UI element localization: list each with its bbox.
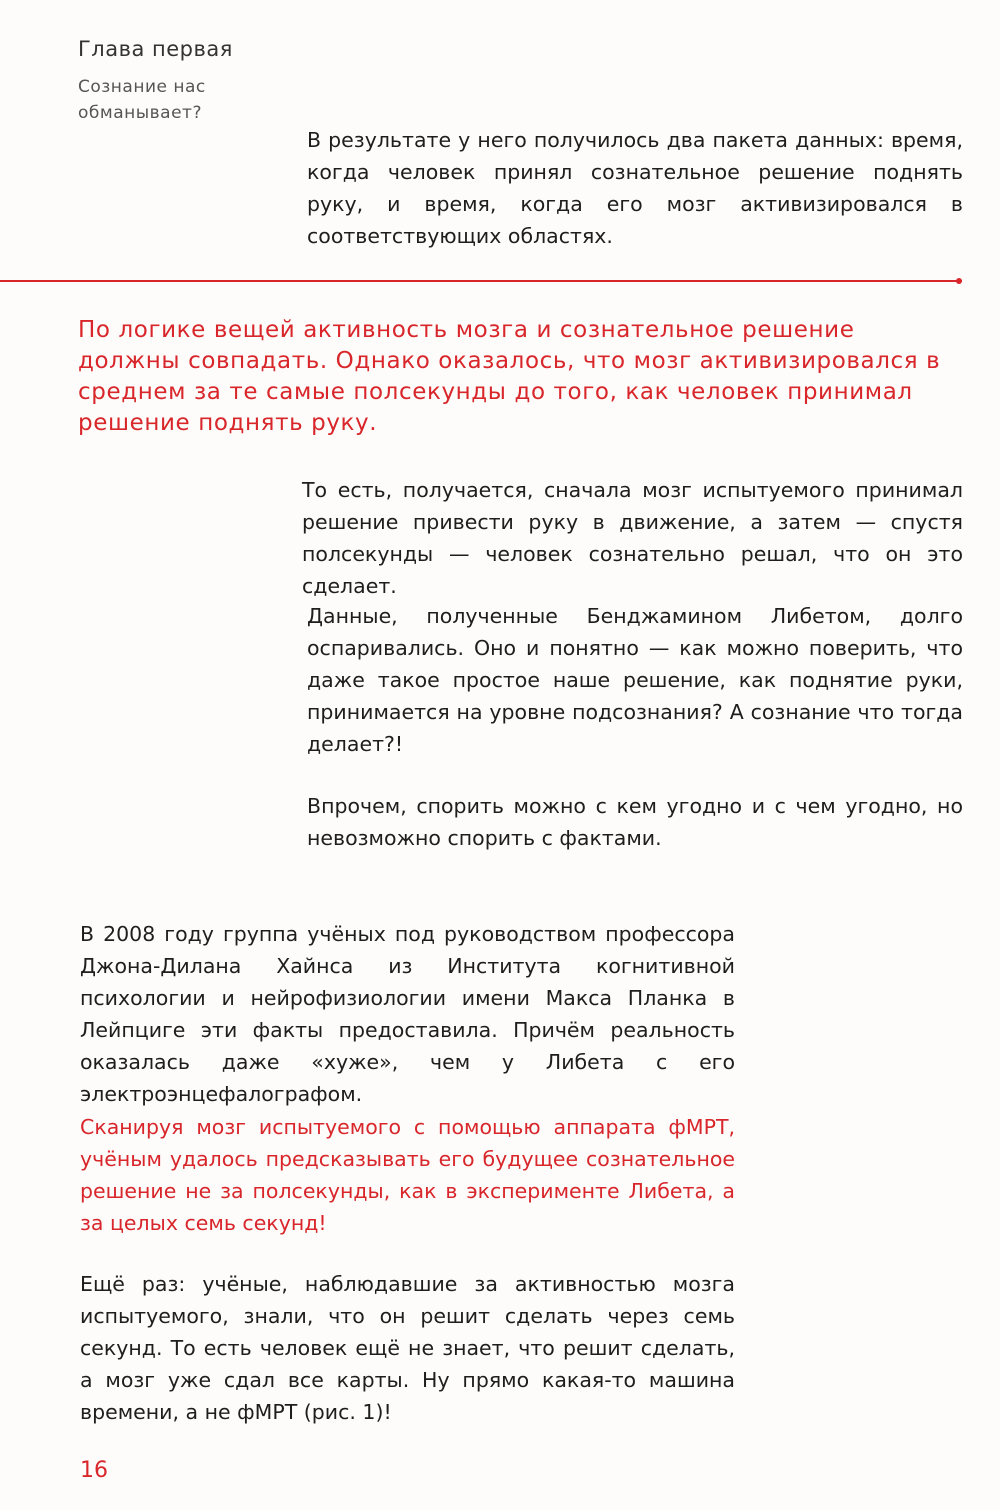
highlight-quote: По логике вещей активность мозга и сознательное решение должны совпадать. Однако оказалось, что мозг активизировался в среднем за те самые полсекунды до того, как человек принимал решение поднять руку. — [78, 317, 941, 436]
paragraph-results: В результате у него получилось два пакета данных: время, когда человек принял сознательное решение поднять руку, и время, когда его мозг активизировался в соответствующих областях. — [307, 128, 963, 248]
paragraph-time-machine: Ещё раз: учёные, наблюдавшие за активностью мозга испытуемого, знали, что он решит сделать через семь секунд. То есть человек ещё не знает, что решит сделать, а мозг уже сдал все карты. Ну прямо какая-то машина времени, а не фМРТ (рис. 1)! — [80, 1272, 735, 1424]
chapter-title: Глава первая — [78, 37, 233, 61]
chapter-subtitle: Сознание нас обманывает? — [78, 77, 206, 123]
paragraph-fmri-highlight: Сканируя мозг испытуемого с помощью аппарата фМРТ, учёным удалось предсказывать его будущее сознательное решение не за полсекунды, как в эксперименте Либета, а за целых семь секунд! — [80, 1115, 735, 1235]
section-divider — [0, 280, 962, 282]
paragraph-facts: Впрочем, спорить можно с кем угодно и с чем угодно, но невозможно спорить с фактами. — [307, 794, 963, 850]
paragraph-haynes-2008: В 2008 году группа учёных под руководством профессора Джона-Дилана Хайнса из Института когнитивной психологии и нейрофизиологии имени Макса Планка в Лейпциге эти факты предоставила. Причём реальность оказалась даже «хуже», чем у Либета с его электроэнцефалографом. — [80, 922, 735, 1106]
divider-end-dot — [956, 278, 962, 284]
page-number: 16 — [80, 1458, 108, 1483]
paragraph-brain-decides: То есть, получается, сначала мозг испытуемого принимал решение привести руку в движение, а затем — спустя полсекунды — человек сознательно решал, что он это сделает. — [302, 478, 963, 598]
paragraph-libet-disputed: Данные, полученные Бенджамином Либетом, долго оспаривались. Оно и понятно — как можно поверить, что даже такое простое наше решение, как поднятие руки, принимается на уровне подсознания? А сознание что тогда делает?! — [307, 604, 963, 756]
